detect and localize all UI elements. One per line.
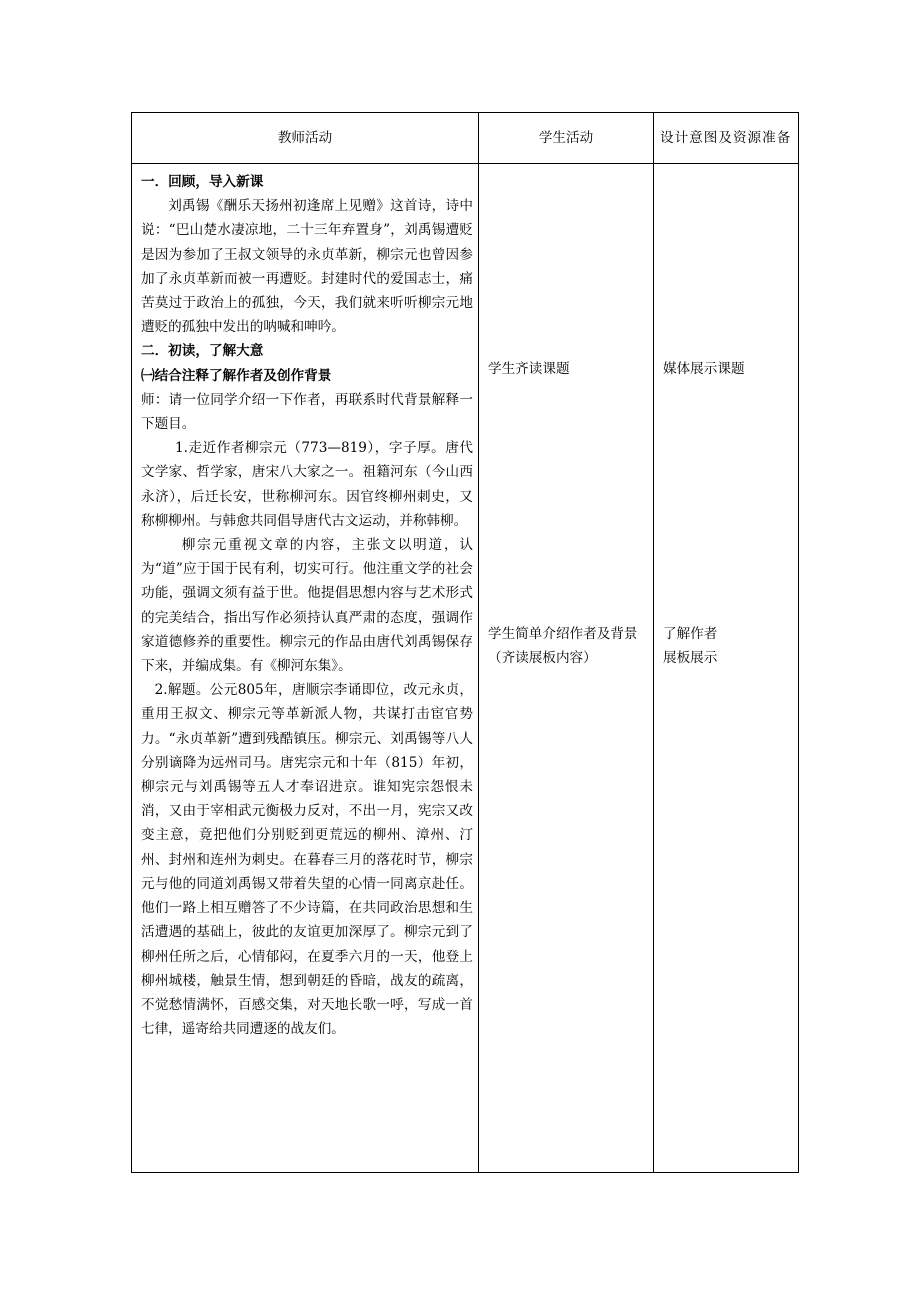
teacher-prompt: 师：请一位同学介绍一下作者，再联系时代背景解释一下题目。	[141, 391, 473, 433]
design-media-title: 媒体展示课题	[663, 361, 745, 377]
design-know-author: 了解作者	[663, 626, 718, 643]
student-read-board: （齐读展板内容）	[488, 650, 597, 667]
table-header-row	[132, 113, 799, 164]
lesson-plan-table	[131, 112, 799, 1173]
design-intent-cell	[654, 164, 799, 1173]
teacher-activity-cell	[132, 164, 479, 1173]
section1-paragraph: 刘禹锡《酬乐天扬州初逢席上见赠》这首诗，诗中说：“巴山楚水凄凉地，二十三年弃置身”，刘禹锡遭贬是因为参加了王叔文领导的永贞革新，柳宗元也曾因参加了永贞革新而被一再遭贬。封建时代的爱国志士，痛苦莫过于政治上的孤独，今天，我们就来听听柳宗元地遭贬的孤独中发出的呐喊和呻吟。	[141, 198, 473, 336]
title-explanation-paragraph: 2.解题。公元805年，唐顺宗李诵即位，改元永贞，重用王叔文、柳宗元等革新派人物，共谋打击宦官势力。“永贞革新”遭到残酷镇压。柳宗元、刘禹锡等八人分别谪降为远州司马。唐宪宗元和十年（815）年初，柳宗元与刘禹锡等五人才奉诏进京。谁知宪宗怨恨未消，又由于宰相武元衡极力反对，不出一月，宪宗又改变主意，竟把他们分别贬到更荒远的柳州、漳州、汀州、封州和连州为刺史。在暮春三月的落花时节，柳宗元与他的同道刘禹锡又带着失望的心情一同离京赴任。他们一路上相互赠答了不少诗篇，在共同政治思想和生活遭遇的基础上，彼此的友谊更加深厚了。柳宗元到了柳州任所之后，心情郁闷，在夏季六月的一天，他登上柳州城楼，触景生情，想到朝廷的昏暗，战友的疏离，不觉愁情满怀，百感交集，对天地长歌一呼，写成一首七律，遥寄给共同遭逐的战友们。	[141, 682, 473, 1038]
design-board-show: 展板展示	[663, 650, 718, 667]
table-content-row	[132, 164, 799, 1173]
author-paragraph-1: 1.走近作者柳宗元（773—819），字子厚。唐代文学家、哲学家，唐宋八大家之一。祖籍河东（今山西永济），后迁长安，世称柳河东。因官终柳州刺史，又称柳柳州。与韩愈共同倡导唐代古文运动，并称韩柳。	[141, 440, 473, 529]
student-activity-cell	[479, 164, 654, 1173]
header-teacher-activity: 教师活动	[132, 113, 479, 164]
author-paragraph-2: 柳宗元重视文章的内容，主张文以明道，认为“道”应于国于民有利，切实可行。他注重文学的社会功能，强调文须有益于世。他提倡思想内容与艺术形式的完美结合，指出写作必须持认真严肃的态度，强调作家道德修养的重要性。柳宗元的作品由唐代刘禹锡保存下来，并编成集。有《柳河东集》。	[141, 537, 473, 675]
section2-subtitle: ㈠结合注释了解作者及创作背景	[141, 367, 332, 384]
student-intro-author: 学生简单介绍作者及背景	[488, 626, 638, 643]
section2-title: 二．初读，了解大意	[141, 343, 264, 360]
section1-title: 一．回顾，导入新课	[141, 174, 264, 190]
header-student-activity: 学生活动	[479, 113, 654, 164]
header-design-intent: 设计意图及资源准备	[654, 113, 799, 164]
student-read-title: 学生齐读课题	[488, 361, 570, 377]
